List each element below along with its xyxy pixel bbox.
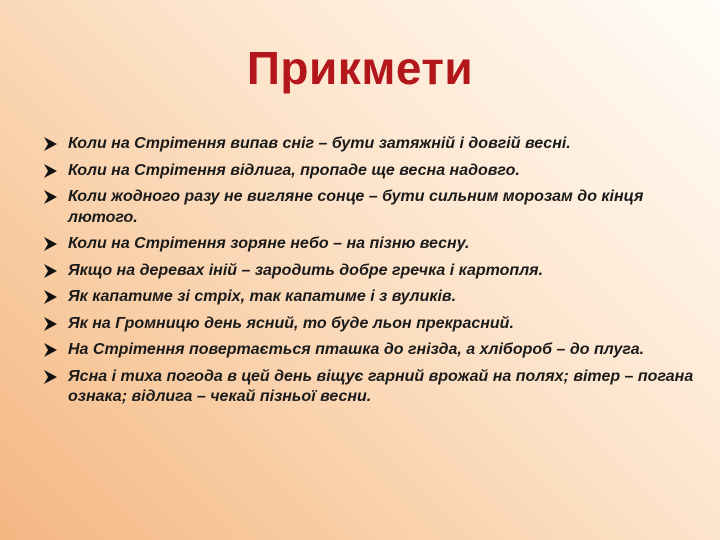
arrowhead-bullet-icon bbox=[44, 264, 57, 278]
list-item-text: Ясна і тиха погода в цей день віщує гарний врожай на полях; вітер – погана ознака; відлига – чекай пізньої весни. bbox=[68, 367, 694, 405]
list-item-text: Коли жодного разу не вигляне сонце – бути сильним морозам до кінця лютого. bbox=[68, 188, 644, 226]
arrowhead-bullet-icon bbox=[44, 370, 57, 384]
list-item-text: На Стрітення повертається пташка до гнізда, а хлібороб – до плуга. bbox=[68, 341, 645, 358]
list-item bbox=[44, 340, 694, 361]
list-item-text: Коли на Стрітення випав сніг – бути затяжній і довгій весні. bbox=[68, 135, 571, 152]
list-item-text: Якщо на деревах іній – зародить добре гречка і картопля. bbox=[68, 261, 544, 279]
list-item bbox=[44, 261, 694, 282]
arrowhead-bullet-icon bbox=[44, 190, 57, 204]
list-item bbox=[44, 314, 694, 335]
bullet-list bbox=[44, 134, 694, 414]
list-item bbox=[44, 187, 694, 228]
list-item-text: Коли на Стрітення зоряне небо – на пізню весну. bbox=[68, 235, 470, 252]
arrowhead-bullet-icon bbox=[44, 343, 57, 357]
slide-title: Прикмети bbox=[246, 42, 474, 94]
arrowhead-bullet-icon bbox=[44, 317, 57, 331]
list-item-text: Коли на Стрітення відлига, пропаде ще весна надовго. bbox=[68, 161, 520, 179]
list-item-text: Як на Громницю день ясний, то буде льон прекрасний. bbox=[68, 314, 514, 332]
list-item bbox=[44, 367, 694, 408]
list-item bbox=[44, 161, 694, 182]
list-item bbox=[44, 287, 694, 308]
list-item bbox=[44, 134, 694, 155]
list-item-text: Як капатиме зі стріх, так капатиме і з вуликів. bbox=[68, 288, 457, 305]
arrowhead-bullet-icon bbox=[44, 137, 57, 151]
arrowhead-bullet-icon bbox=[44, 237, 57, 251]
arrowhead-bullet-icon bbox=[44, 164, 57, 178]
arrowhead-bullet-icon bbox=[44, 290, 57, 304]
list-item bbox=[44, 234, 694, 255]
